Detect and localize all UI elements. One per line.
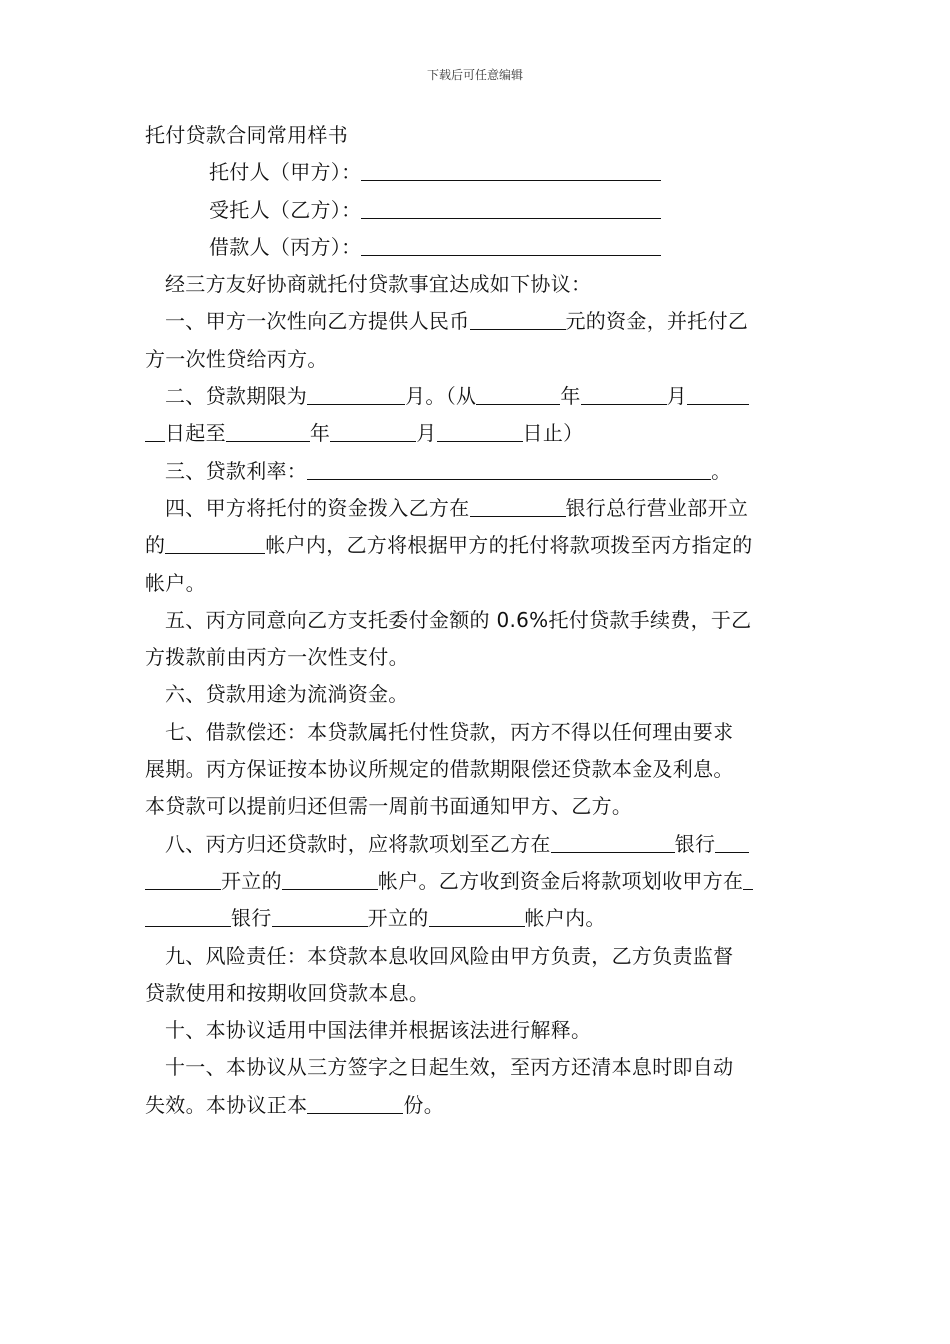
term-months-blank[interactable] bbox=[307, 384, 405, 405]
party-label: 受托人（乙方）： bbox=[209, 197, 362, 222]
clause-text: 元的资金，并托付乙 bbox=[565, 309, 749, 334]
clause-5-line-2: 方拨款前由丙方一次性支付。 bbox=[145, 645, 409, 670]
clause-text: 三、贷款利率： bbox=[165, 458, 308, 483]
clause-9-line-1: 九、风险责任：本贷款本息收回风险由甲方负责，乙方负责监督 bbox=[165, 943, 734, 968]
start-day-blank-part[interactable] bbox=[687, 384, 749, 405]
clause-text: 日止） bbox=[522, 421, 584, 446]
party-name-blank[interactable] bbox=[361, 198, 661, 219]
repay-account-blank[interactable] bbox=[282, 869, 378, 890]
clause-text: 八、丙方归还贷款时，应将款项划至乙方在 bbox=[165, 831, 551, 856]
clause-10-line-1: 十、本协议适用中国法律并根据该法进行解释。 bbox=[165, 1018, 592, 1043]
clause-5-line-1: 五、丙方同意向乙方支托委付金额的 0.6%托付贷款手续费，于乙 bbox=[165, 607, 752, 632]
clause-text: 帐户内。 bbox=[524, 906, 606, 931]
end-day-blank[interactable] bbox=[437, 421, 523, 442]
clause-text: 年 bbox=[560, 384, 581, 409]
repay-bank-blank[interactable] bbox=[551, 832, 675, 853]
repay-branch-blank[interactable] bbox=[145, 869, 221, 890]
transfer-bank-blank[interactable] bbox=[145, 906, 231, 927]
clause-text: 年 bbox=[309, 421, 331, 446]
party-label: 托付人（甲方）： bbox=[209, 160, 362, 185]
copies-blank[interactable] bbox=[307, 1093, 403, 1114]
party-label: 借款人（丙方）： bbox=[209, 234, 362, 259]
repay-branch-blank-part[interactable] bbox=[715, 832, 749, 853]
clause-8-line-2 bbox=[145, 863, 810, 900]
clause-text: 开立的 bbox=[367, 906, 429, 931]
account-blank[interactable] bbox=[165, 533, 265, 554]
interest-rate-blank[interactable] bbox=[307, 459, 711, 480]
clause-text: 银行总行营业部开立 bbox=[565, 495, 749, 520]
clause-7-line-2: 展期。丙方保证按本协议所规定的借款期限偿还贷款本金及利息。 bbox=[145, 757, 734, 782]
header-note: 下载后可任意编辑 bbox=[426, 68, 523, 82]
party-name-blank[interactable] bbox=[361, 235, 661, 256]
clause-text: 帐户。乙方收到资金后将款项划收甲方在 bbox=[377, 868, 744, 893]
bank-name-blank[interactable] bbox=[470, 496, 566, 517]
clause-text: 月 bbox=[416, 421, 437, 446]
end-year-blank[interactable] bbox=[226, 421, 310, 442]
clause-4-line-2 bbox=[145, 527, 810, 564]
clause-3-line-1 bbox=[145, 453, 810, 490]
clause-1-line-2: 方一次性贷给丙方。 bbox=[145, 346, 328, 371]
clause-text: 份。 bbox=[403, 1092, 445, 1117]
clause-text: 四、甲方将托付的资金拨入乙方在 bbox=[165, 495, 470, 520]
clause-text: 月。（从 bbox=[405, 384, 477, 409]
clause-11-line-2 bbox=[145, 1087, 810, 1124]
clause-8-line-3 bbox=[145, 900, 810, 937]
party-line-a bbox=[145, 154, 810, 191]
start-year-blank[interactable] bbox=[476, 384, 560, 405]
clause-text: 一、甲方一次性向乙方提供人民币 bbox=[165, 309, 470, 334]
contract-body bbox=[145, 117, 810, 1124]
clause-text: 月 bbox=[666, 384, 687, 409]
clause-text: 的 bbox=[145, 533, 166, 558]
clause-7-line-1: 七、借款偿还：本贷款属托付性贷款，丙方不得以任何理由要求 bbox=[165, 719, 734, 744]
party-line-c bbox=[145, 229, 810, 266]
transfer-branch-blank[interactable] bbox=[272, 906, 368, 927]
clause-text: 。 bbox=[711, 458, 732, 483]
document-title: 托付贷款合同常用样书 bbox=[145, 123, 348, 147]
clause-text: 日起至 bbox=[165, 421, 226, 446]
clause-8-line-1 bbox=[145, 826, 810, 863]
start-month-blank[interactable] bbox=[581, 384, 667, 405]
clause-2-line-2 bbox=[145, 415, 810, 452]
party-name-blank[interactable] bbox=[361, 160, 661, 181]
transfer-bank-blank-part[interactable] bbox=[743, 869, 753, 890]
party-line-b bbox=[145, 192, 810, 229]
start-day-blank[interactable] bbox=[145, 421, 165, 442]
end-month-blank[interactable] bbox=[330, 421, 416, 442]
clause-text: 开立的 bbox=[221, 868, 282, 893]
clause-text: 银行 bbox=[674, 831, 716, 856]
clause-1-line-1 bbox=[145, 303, 810, 340]
amount-blank[interactable] bbox=[470, 309, 566, 330]
clause-text: 银行 bbox=[231, 906, 272, 931]
clause-7-line-3: 本贷款可以提前归还但需一周前书面通知甲方、乙方。 bbox=[145, 794, 633, 819]
clause-9-line-2: 贷款使用和按期收回贷款本息。 bbox=[145, 980, 430, 1005]
clause-4-line-1 bbox=[145, 490, 810, 527]
clause-text: 帐户内，乙方将根据甲方的托付将款项拨至丙方指定的 bbox=[265, 533, 753, 558]
intro-text: 经三方友好协商就托付贷款事宜达成如下协议： bbox=[165, 272, 592, 297]
clause-4-line-3: 帐户。 bbox=[145, 570, 206, 595]
clause-text: 失效。本协议正本 bbox=[145, 1092, 308, 1117]
clause-6-line-1: 六、贷款用途为流淌资金。 bbox=[165, 682, 409, 707]
clause-11-line-1: 十一、本协议从三方签字之日起生效，至丙方还清本息时即自动 bbox=[165, 1055, 734, 1080]
clause-text: 二、贷款期限为 bbox=[165, 384, 308, 409]
transfer-account-blank[interactable] bbox=[429, 906, 525, 927]
clause-2-line-1 bbox=[145, 378, 810, 415]
